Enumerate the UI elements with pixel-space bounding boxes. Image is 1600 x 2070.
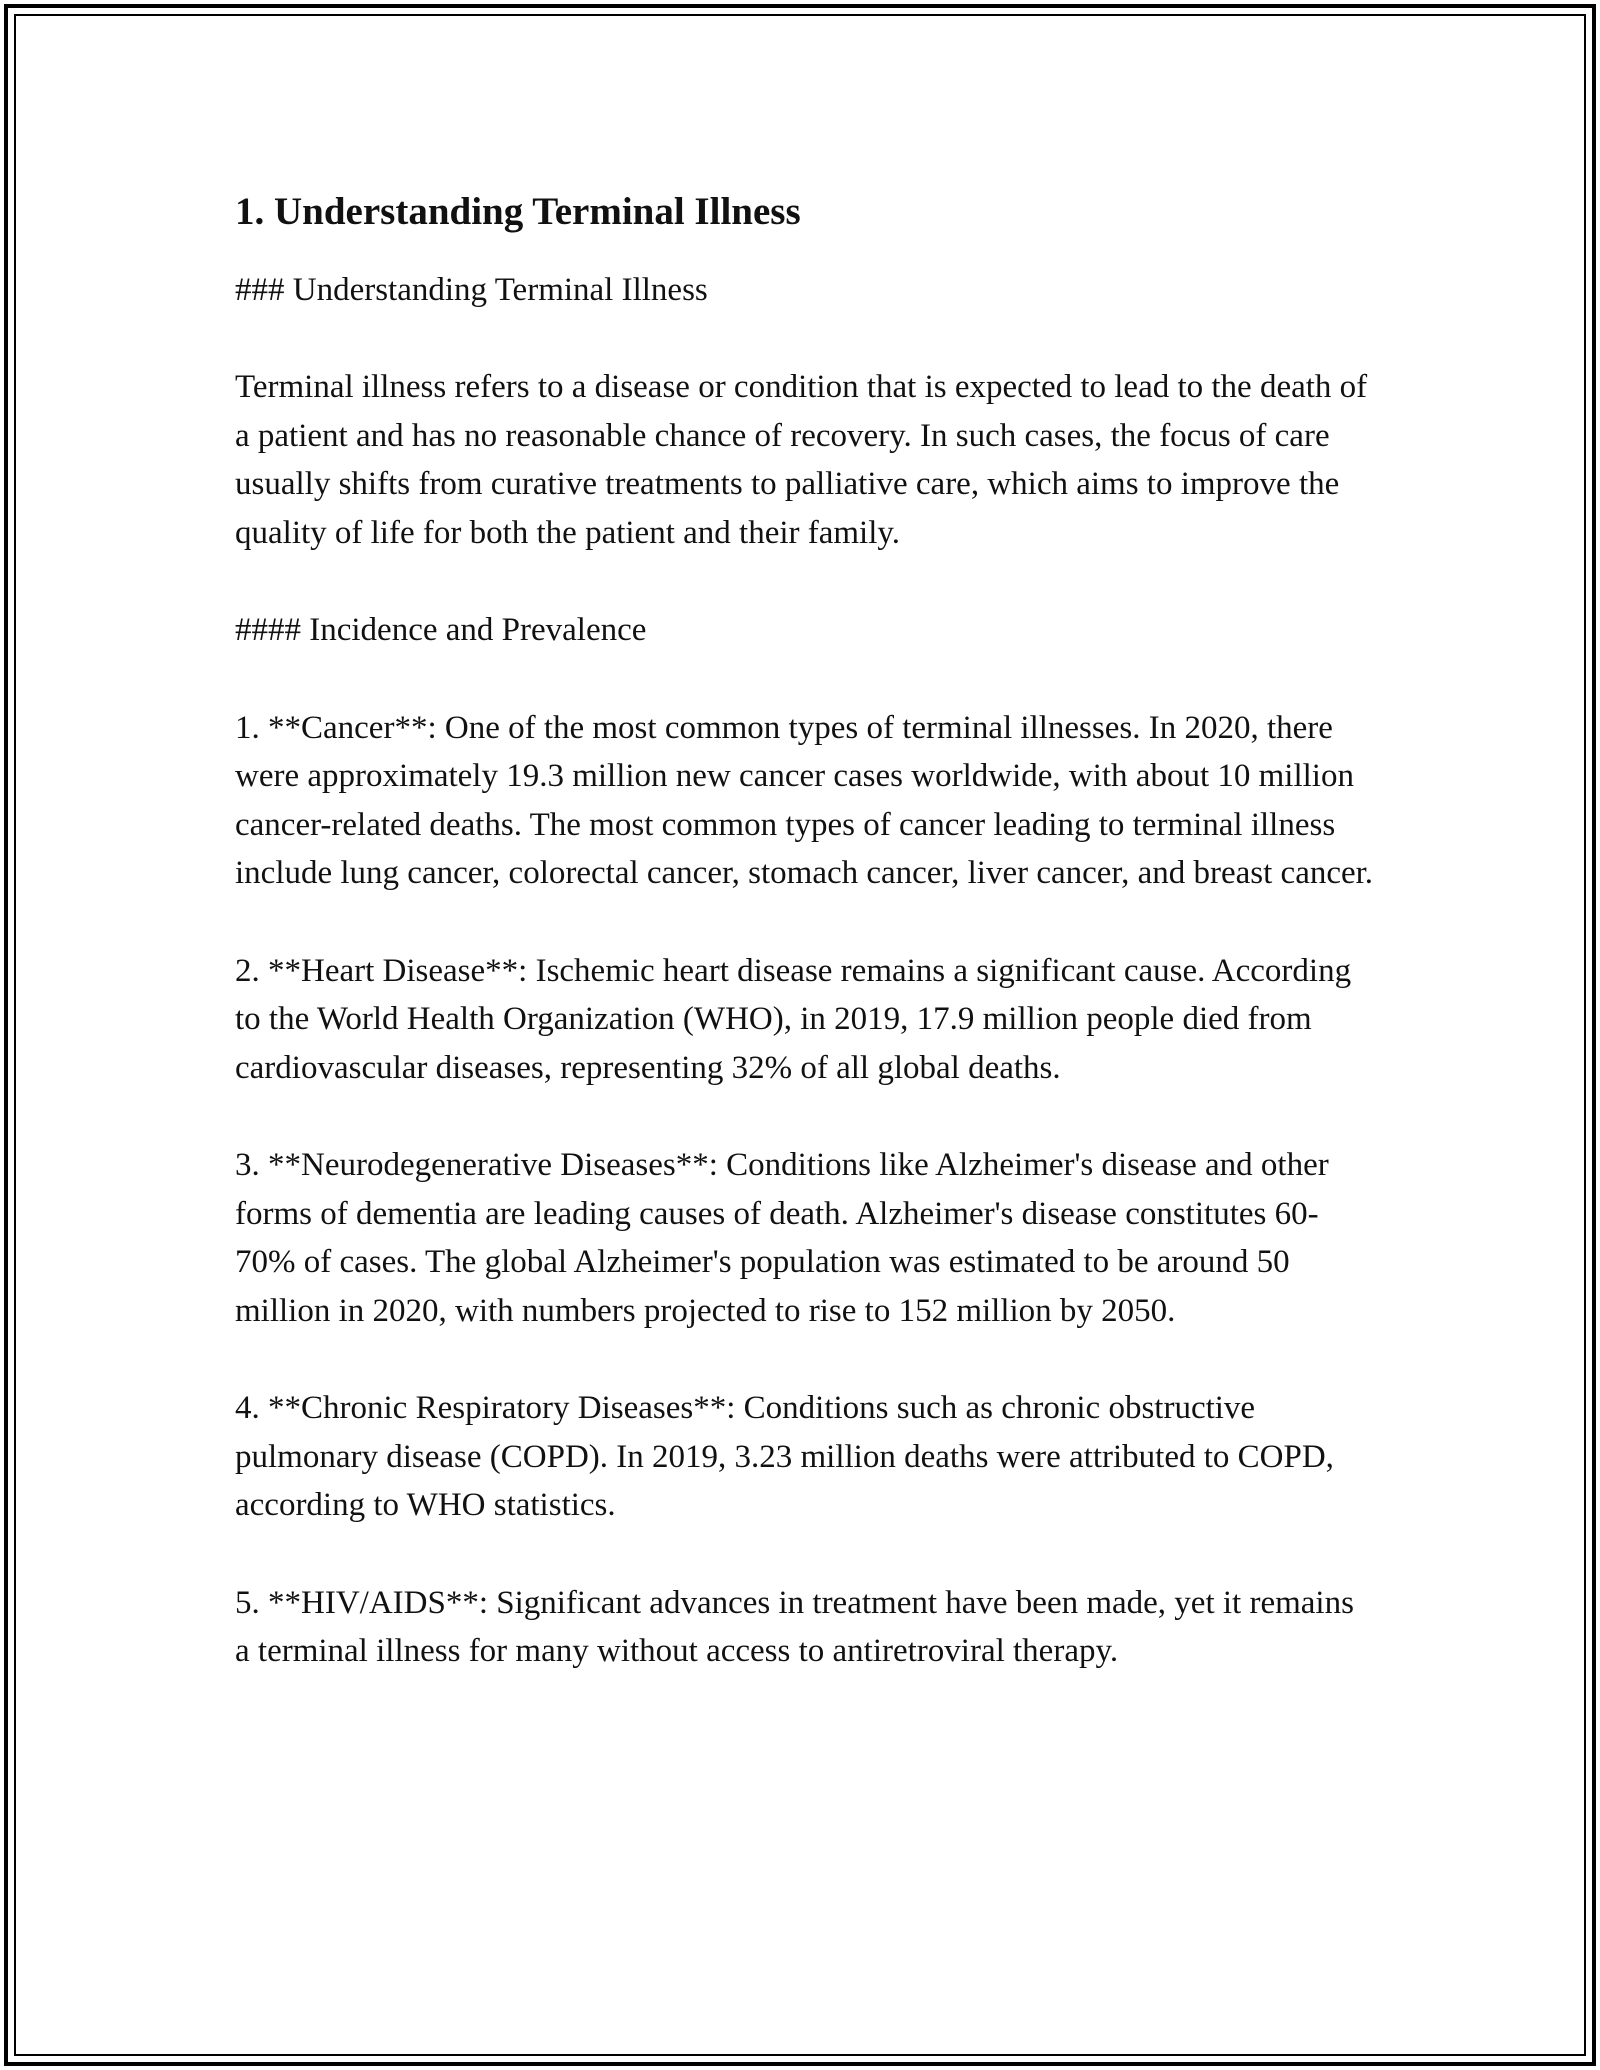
list-item-cancer: 1. **Cancer**: One of the most common types of terminal illnesses. In 2020, there were approximately 19.3 million new cancer cases worldwide, with about 10 million cancer-related deaths. The most common types of cancer leading to terminal illness include lung cancer, colorectal cancer, stomach cancer, liver cancer, and breast cancer. — [235, 709, 1374, 891]
list-item-heart-disease: 2. **Heart Disease**: Ischemic heart disease remains a significant cause. According to the World Health Organization (WHO), in 2019, 17.9 million people died from cardiovascular diseases, representing 32% of all global deaths. — [235, 952, 1352, 1086]
list-item-neurodegenerative: 3. **Neurodegenerative Diseases**: Conditions like Alzheimer's disease and other forms of dementia are leading causes of death. Alzheimer's disease constitutes 60-70% of cases. The global Alzheimer's population was estimated to be around 50 million in 2020, with numbers projected to rise to 152 million by 2050. — [235, 1147, 1329, 1329]
intro-paragraph: Terminal illness refers to a disease or condition that is expected to lead to the death of a patient and has no reasonable chance of recovery. In such cases, the focus of care usually shifts from curative treatments to palliative care, which aims to improve the quality of life for both the patient and their family. — [235, 369, 1368, 551]
document-body — [235, 186, 1375, 1676]
list-item-hiv-aids: 5. **HIV/AIDS**: Significant advances in treatment have been made, yet it remains a terminal illness for many without access to antiretroviral therapy. — [235, 1584, 1354, 1669]
subheading: ### Understanding Terminal Illness — [235, 272, 708, 308]
list-item-respiratory: 4. **Chronic Respiratory Diseases**: Conditions such as chronic obstructive pulmonary disease (COPD). In 2019, 3.23 million deaths were attributed to COPD, according to WHO statistics. — [235, 1390, 1334, 1523]
document-title: 1. Understanding Terminal Illness — [235, 190, 801, 233]
section-heading: #### Incidence and Prevalence — [235, 612, 647, 648]
